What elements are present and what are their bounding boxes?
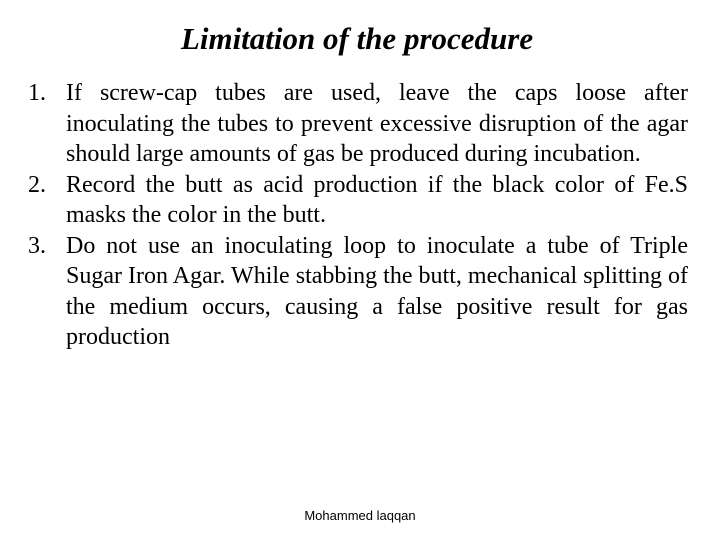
- list-item: [28, 231, 688, 353]
- limitations-list: [28, 78, 688, 353]
- list-item-text: If screw-cap tubes are used, leave the caps loose after inoculating the tubes to prevent excessive disruption of the agar should large amounts of gas be produced during incubation.: [66, 80, 688, 167]
- slide-title: Limitation of the procedure: [180, 21, 534, 56]
- author-footer: Mohammed laqqan: [304, 508, 416, 523]
- list-item-text: Record the butt as acid production if the black color of Fe.S masks the color in the butt.: [66, 171, 688, 228]
- list-item: [28, 78, 688, 170]
- list-item-number: 1.: [28, 80, 46, 106]
- list-item: [28, 170, 688, 231]
- list-item-text: Do not use an inoculating loop to inoculate a tube of Triple Sugar Iron Agar. While stabbing the butt, mechanical splitting of the medium occurs, causing a false positive result for gas production: [66, 232, 688, 350]
- list-item-number: 2.: [28, 171, 46, 198]
- list-item-number: 3.: [28, 232, 46, 259]
